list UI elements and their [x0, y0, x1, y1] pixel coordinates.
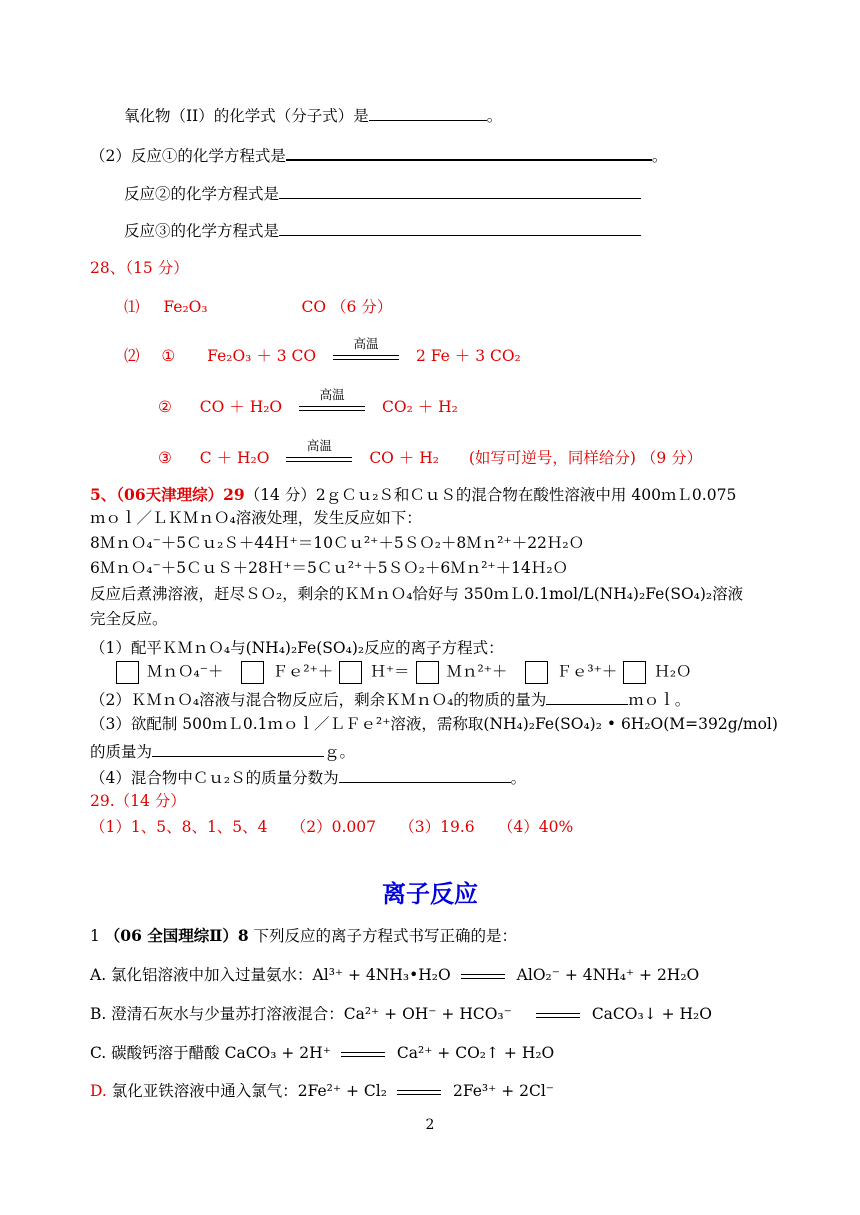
coefficient-box[interactable]	[525, 661, 548, 684]
question-5-sub3: （3）欲配制 500ｍＬ0.1ｍｏｌ／ＬＦｅ²⁺溶液，需称取(NH₄)₂Fe(SO₄)₂ • 6H₂O(M=392g/mol)	[90, 715, 778, 733]
question-5-line1: 5、（06天津理综）29（14 分）2ｇＣｕ₂Ｓ和ＣｕＳ的混合物在酸性溶液中用 400ｍＬ0.075	[90, 485, 737, 504]
equals-sign	[534, 1007, 584, 1023]
answer-blank[interactable]	[369, 104, 487, 121]
question-line-reaction1: （2）反应①的化学方程式是 。	[90, 143, 667, 166]
answer-blank[interactable]	[286, 143, 652, 161]
question-line-reaction3: 反应③的化学方程式是	[124, 219, 641, 241]
question-line-oxide: 氧化物（II）的化学式（分子式）是 。	[124, 104, 502, 126]
question-line-reaction2: 反应②的化学方程式是	[124, 182, 641, 204]
question-5-sub2: （2）ＫＭｎＯ₄溶液与混合物反应后，剩余ＫＭｎＯ₄的物质的量为 ｍｏｌ。	[90, 688, 690, 710]
answer-blank[interactable]	[152, 740, 324, 757]
section-title: 离子反应	[382, 880, 478, 908]
coefficient-box[interactable]	[241, 661, 264, 684]
question-5-equation1: 8ＭｎＯ₄⁻＋5Ｃｕ₂Ｓ＋44Ｈ⁺＝10Ｃｕ²⁺＋5ＳＯ₂＋8Ｍｎ²⁺＋22Ｈ₂Ｏ	[90, 534, 585, 552]
answer-28-part1: ⑴ Fe₂O₃ CO （6 分）	[124, 298, 393, 316]
answer-28-reaction3: ③ C ＋ H₂O 高温 CO ＋ H₂ (如写可逆号，同样给分) （9 分）	[158, 438, 703, 467]
coefficient-box[interactable]	[116, 661, 139, 684]
answer-blank[interactable]	[279, 182, 641, 199]
question-1-stem: 1 （06 全国理综Ⅱ）8 下列反应的离子方程式书写正确的是：	[90, 926, 518, 945]
answer-29-heading: 29.（14 分）	[90, 792, 186, 810]
answer-blank[interactable]	[339, 766, 511, 783]
answer-28-reaction1: ⑵ ① Fe₂O₃ ＋ 3 CO 高温 2 Fe ＋ 3 CO₂	[124, 336, 521, 365]
equals-sign	[459, 968, 509, 984]
option-c[interactable]: C. 碳酸钙溶于醋酸 CaCO₃ + 2H⁺ Ca²⁺ + CO₂↑ + H₂O	[90, 1044, 555, 1062]
reaction-arrow-high-temp: 高温	[327, 347, 405, 367]
equals-sign	[395, 1084, 445, 1100]
question-5-line2: ｍｏｌ／ＬＫＭｎＯ₄溶液处理，发生反应如下：	[90, 509, 422, 527]
page-number: 2	[425, 1117, 435, 1133]
question-5-line3: 反应后煮沸溶液，赶尽ＳＯ₂，剩余的ＫＭｎＯ₄恰好与 350ｍＬ0.1mol/L(NH₄)₂Fe(SO₄)₂溶液	[90, 585, 744, 603]
question-5-line4: 完全反应。	[90, 610, 168, 628]
option-d[interactable]: D. 氯化亚铁溶液中通入氯气：2Fe²⁺ + Cl₂ 2Fe³⁺ + 2Cl⁻	[90, 1082, 554, 1100]
answer-blank[interactable]	[546, 688, 628, 705]
reaction-arrow-high-temp: 高温	[280, 449, 358, 469]
question-5-equation2: 6ＭｎＯ₄⁻＋5ＣｕＳ＋28Ｈ⁺＝5Ｃｕ²⁺＋5ＳＯ₂＋6Ｍｎ²⁺＋14Ｈ₂Ｏ	[90, 559, 569, 577]
question-5-sub4: （4）混合物中Ｃｕ₂Ｓ的质量分数为 。	[90, 766, 526, 788]
question-5-sub3b: 的质量为 ｇ。	[90, 740, 355, 762]
equals-sign	[339, 1046, 389, 1062]
question-5-sub1: （1）配平ＫＭｎＯ₄与(NH₄)₂Fe(SO₄)₂反应的离子方程式：	[90, 639, 504, 657]
answer-28-heading: 28、（15 分）	[90, 259, 189, 277]
option-a[interactable]: A. 氯化铝溶液中加入过量氨水：Al³⁺ + 4NH₃•H₂O AlO₂⁻ + 4NH₄⁺ + 2H₂O	[90, 966, 700, 984]
reaction-arrow-high-temp: 高温	[293, 398, 371, 418]
coefficient-box[interactable]	[623, 661, 646, 684]
answer-blank[interactable]	[279, 219, 641, 236]
coefficient-box[interactable]	[339, 661, 362, 684]
coefficient-box[interactable]	[416, 661, 439, 684]
option-b[interactable]: B. 澄清石灰水与少量苏打溶液混合：Ca²⁺ + OH⁻ + HCO₃⁻ CaCO₃↓ + H₂O	[90, 1005, 712, 1023]
answer-28-reaction2: ② CO ＋ H₂O 高温 CO₂ ＋ H₂	[158, 387, 458, 416]
balance-equation: ＭｎＯ₄⁻＋ Ｆｅ²⁺＋ Ｈ⁺＝ Ｍｎ²⁺＋ Ｆｅ³⁺＋ Ｈ₂Ｏ	[94, 661, 692, 684]
answer-29-line: （1）1、5、8、1、5、4 （2）0.007 （3）19.6 （4）40%	[90, 818, 574, 836]
